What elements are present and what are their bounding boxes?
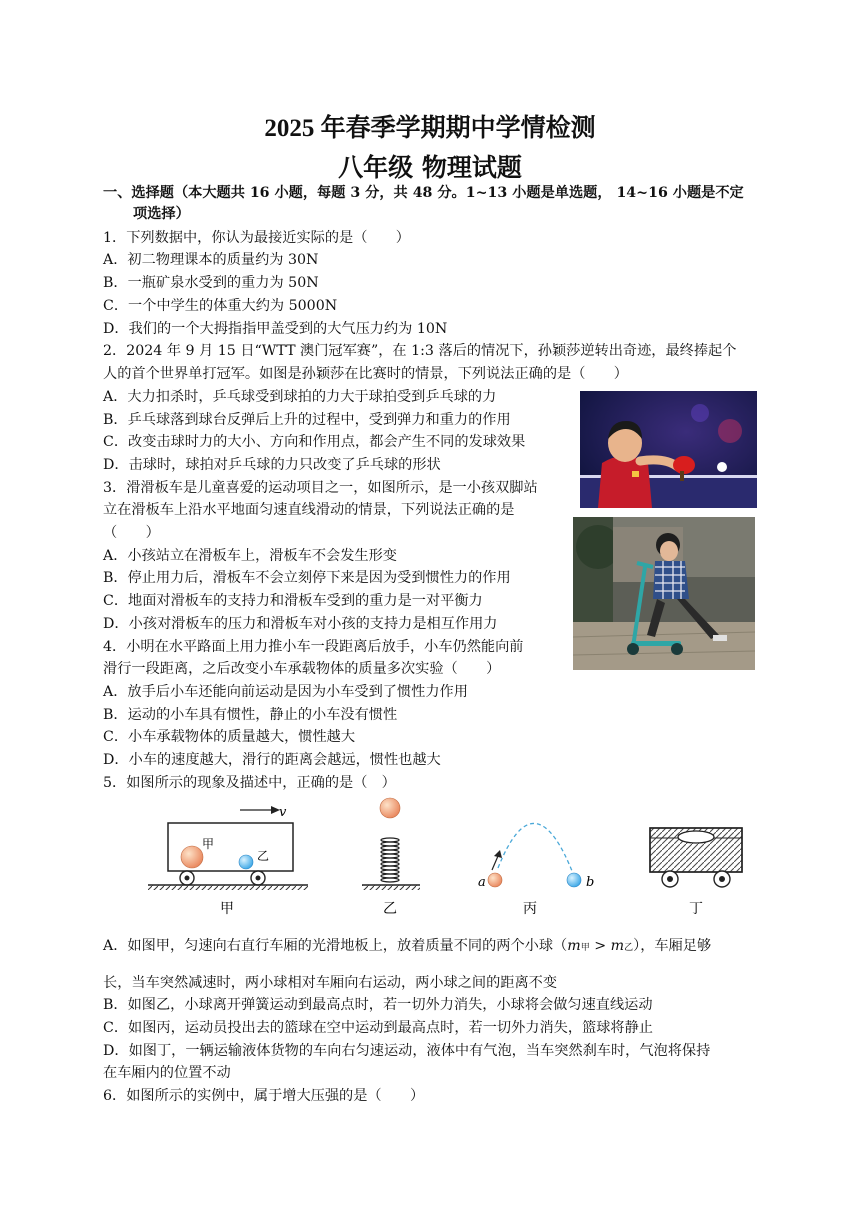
q3-option-a: A．小孩站立在滑板车上，滑板车不会发生形变 — [103, 548, 397, 564]
q3-stem-cont: 立在滑板车上沿水平地面匀速直线滑动的情景，下列说法正确的是 — [103, 502, 515, 518]
q4-option-c: C．小车承载物体的质量越大，惯性越大 — [103, 729, 356, 745]
q3-option-c: C．地面对滑板车的支持力和滑板车受到的重力是一对平衡力 — [103, 593, 483, 609]
q2-option-c: C．改变击球时力的大小、方向和作用点，都会产生不同的发球效果 — [103, 434, 526, 450]
caption-bing: 丙 — [523, 901, 537, 917]
section-heading: 一、选择题（本大题共 16 小题，每题 3 分，共 48 分。1~13 小题是单选题， 14~16 小题是不定 — [103, 185, 744, 201]
q3-option-b: B．停止用力后，滑板车不会立刻停下来是因为受到惯性力的作用 — [103, 570, 511, 586]
exam-title: 2025 年春季学期期中学情检测 — [264, 115, 596, 142]
section-heading-cont: 项选择） — [133, 206, 190, 222]
point-b-label: b — [586, 875, 595, 890]
q4-option-a: A．放手后小车还能向前运动是因为小车受到了惯性力作用 — [103, 684, 468, 700]
q4-stem: 4．小明在水平路面上用力推小车一段距离后放手，小车仍然能向前 — [103, 639, 524, 655]
q5-figure — [140, 790, 760, 929]
q5-option-b: B．如图乙，小球离开弹簧运动到最高点时，若一切外力消失，小球将会做匀速直线运动 — [103, 997, 653, 1013]
q5-stem: 5．如图所示的现象及描述中，正确的是（ ） — [103, 775, 396, 791]
table-tennis-photo — [580, 391, 757, 508]
q2-stem: 2．2024 年 9 月 15 日“WTT 澳门冠军赛”，在 1:3 落后的情况下，孙颖莎逆转出奇迹，最终捧起个 — [103, 343, 737, 359]
scooter-photo — [573, 517, 755, 670]
q2-option-d: D．击球时，球拍对乒乓球的力只改变了乒乓球的形状 — [103, 457, 441, 473]
q4-stem-cont: 滑行一段距离，之后改变小车承载物体的质量多次实验（ ） — [103, 661, 501, 677]
caption-yi: 乙 — [383, 901, 397, 917]
q1-option-c: C．一个中学生的体重大约为 5000N — [103, 298, 338, 314]
q4-option-d: D．小车的速度越大，滑行的距离会越远，惯性也越大 — [103, 752, 441, 768]
q5-option-c: C．如图丙，运动员投出去的篮球在空中运动到最高点时，若一切外力消失，篮球将静止 — [103, 1020, 653, 1036]
figure-yi — [362, 798, 420, 917]
q5-option-a-cont: 长，当车突然减速时，两小球相对车厢向右运动，两小球之间的距离不变 — [103, 975, 558, 991]
q2-stem-cont: 人的首个世界单打冠军。如图是孙颖莎在比赛时的情景，下列说法正确的是（ ） — [103, 366, 628, 382]
ball-yi-label: 乙 — [257, 849, 270, 863]
figure-bing — [478, 823, 594, 917]
ball-jia-label: 甲 — [202, 837, 215, 851]
q1-option-b: B．一瓶矿泉水受到的重力为 50N — [103, 275, 319, 291]
caption-jia: 甲 — [220, 901, 234, 917]
q3-stem-end: （ ） — [103, 525, 160, 541]
velocity-label: v — [279, 805, 287, 820]
q2-option-a: A．大力扣杀时，乒乓球受到球拍的力大于球拍受到乒乓球的力 — [103, 389, 497, 405]
q2-option-b: B．乒乓球落到球台反弹后上升的过程中，受到弹力和重力的作用 — [103, 412, 511, 428]
q5-option-a: A．如图甲，匀速向右直行车厢的光滑地板上，放着质量不同的两个小球（m甲 > m乙），车厢足够 — [103, 938, 712, 954]
caption-ding: 丁 — [689, 901, 703, 917]
q3-option-d: D．小孩对滑板车的压力和滑板车对小孩的支持力是相互作用力 — [103, 616, 498, 632]
q1-option-a: A．初二物理课本的质量约为 30N — [103, 252, 319, 268]
q6-stem: 6．如图所示的实例中，属于增大压强的是（ ） — [103, 1088, 425, 1104]
exam-subtitle: 八年级 物理试题 — [338, 153, 522, 182]
point-a-label: a — [478, 875, 486, 890]
q3-stem: 3．滑滑板车是儿童喜爱的运动项目之一，如图所示，是一小孩双脚站 — [103, 480, 538, 496]
q5-option-d-cont: 在车厢内的位置不动 — [103, 1065, 231, 1081]
q1-option-d: D．我们的一个大拇指指甲盖受到的大气压力约为 10N — [103, 321, 448, 337]
figure-ding — [650, 828, 742, 917]
q5-option-d: D．如图丁，一辆运输液体货物的车向右匀速运动，液体中有气泡，当车突然刹车时，气泡将保持 — [103, 1043, 711, 1059]
figure-jia — [148, 805, 308, 917]
q1-stem: 1．下列数据中，你认为最接近实际的是（ ） — [103, 230, 410, 246]
q4-option-b: B．运动的小车具有惯性，静止的小车没有惯性 — [103, 707, 398, 723]
